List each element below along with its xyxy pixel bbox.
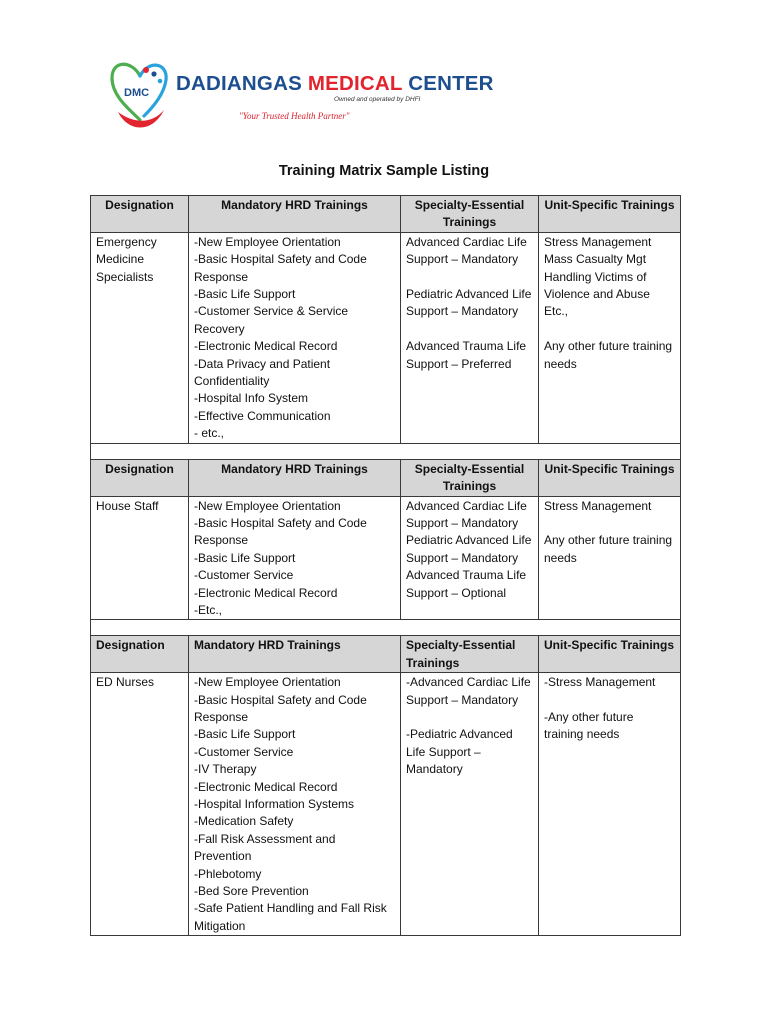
training-item: -New Employee Orientation [194,498,341,513]
header-row [91,636,681,673]
training-matrix-table [90,195,681,936]
training-item: -Basic Hospital Safety and Code Response [194,692,371,724]
training-item: Pediatric Advanced Life Support – Mandatory [406,533,535,565]
training-item: -New Employee Orientation [194,675,341,690]
column-header: Designation [91,636,189,673]
column-header: Mandatory HRD Trainings [189,459,401,496]
training-item: -Basic Hospital Safety and Code Response [194,515,371,548]
brand-subtitle: Owned and operated by DHFI [334,96,421,103]
training-item: -Effective Communication [194,408,331,423]
spacer [544,321,675,338]
tagline: "Your Trusted Health Partner" [239,111,350,121]
training-item: -Customer Service & Service Recovery [194,304,352,336]
unit-cell [539,673,681,936]
specialty-cell [401,673,539,936]
training-item: -Electronic Medical Record [194,779,338,794]
spacer [544,692,675,709]
column-header: Unit-Specific Trainings [539,196,681,233]
training-item: -IV Therapy [194,762,257,777]
spacer [406,269,533,286]
training-item: -Any other future training needs [544,709,637,742]
training-item: Advanced Cardiac Life Support – Mandatory [406,234,531,267]
training-item: -Stress Management [544,675,656,690]
table-row [91,673,681,936]
header-row [91,459,681,496]
training-item: -Basic Life Support [194,550,296,565]
training-item: -Customer Service [194,744,294,759]
training-item: -Pediatric Advanced Life Support – Mandatory [406,727,517,777]
brand-word-2: MEDICAL [307,72,403,95]
column-header: Unit-Specific Trainings [539,459,681,496]
mandatory-cell [189,232,401,443]
training-item: -Electronic Medical Record [194,585,338,600]
training-item: -Customer Service [194,568,294,583]
training-item: -Phlebotomy [194,866,262,881]
training-item: -Basic Hospital Safety and Code Response [194,252,371,284]
training-item: Etc., [544,304,569,319]
training-item: -Hospital Info System [194,391,309,406]
designation-cell: ED Nurses [91,673,189,936]
column-header: Mandatory HRD Trainings [189,196,401,233]
training-item: -Medication Safety [194,814,294,829]
column-header: Specialty-Essential Trainings [401,459,539,496]
training-item: -New Employee Orientation [194,234,341,249]
column-header: Specialty-Essential Trainings [401,636,539,673]
spacer [406,709,533,726]
column-header: Unit-Specific Trainings [539,636,681,673]
training-item: Mass Casualty Mgt [544,252,647,267]
table-row [91,496,681,620]
training-item: - etc., [194,426,225,441]
training-item: -Hospital Information Systems [194,797,355,811]
training-item: Any other future training needs [544,339,676,371]
page-title: Training Matrix Sample Listing [278,163,490,179]
training-item: -Data Privacy and Patient Confidentiality [194,356,334,389]
section-gap [91,443,681,459]
specialty-cell [401,496,539,620]
header-row [91,196,681,233]
training-item: -Basic Life Support [194,287,296,302]
column-header: Specialty-Essential Trainings [401,196,539,233]
training-item: -Basic Life Support [194,727,296,742]
training-item: -Electronic Medical Record [194,339,338,354]
training-item: Stress Management [544,234,652,249]
heart-logo-icon [106,54,176,134]
training-item: Advanced Trauma Life Support – Optional [406,568,530,600]
training-item: -Advanced Cardiac Life Support – Mandatory [406,675,535,707]
column-header: Designation [91,196,189,233]
designation-cell: Emergency Medicine Specialists [91,232,189,443]
training-item: Stress Management [544,498,652,513]
training-item: Handling Victims of Violence and Abuse [544,269,650,302]
training-item: Advanced Trauma Life Support – Preferred [406,339,530,371]
specialty-cell [401,232,539,443]
column-header: Designation [91,459,189,496]
table-row [91,232,681,443]
brand-word-1: DADIANGAS [176,72,302,95]
training-item: Any other future training needs [544,533,676,565]
training-item: -Fall Risk Assessment and Prevention [194,831,339,864]
training-item: -Bed Sore Prevention [194,884,309,899]
training-item: Pediatric Advanced Life Support – Mandatory [406,287,535,319]
designation-cell: House Staff [91,496,189,620]
section-gap [91,620,681,636]
training-item: -Etc., [194,602,223,617]
dmc-logo [106,54,494,134]
training-item: Advanced Cardiac Life Support – Mandatory [406,498,531,530]
column-header: Mandatory HRD Trainings [189,636,401,673]
mandatory-cell [189,496,401,620]
brand-word-3: CENTER [408,72,494,95]
logo-initials: DMC [124,87,150,99]
spacer [544,515,675,532]
training-item: -Safe Patient Handling and Fall Risk Mitigation [194,901,391,933]
mandatory-cell [189,673,401,936]
brand-name [176,72,494,96]
unit-cell [539,496,681,620]
unit-cell [539,232,681,443]
spacer [406,321,533,338]
